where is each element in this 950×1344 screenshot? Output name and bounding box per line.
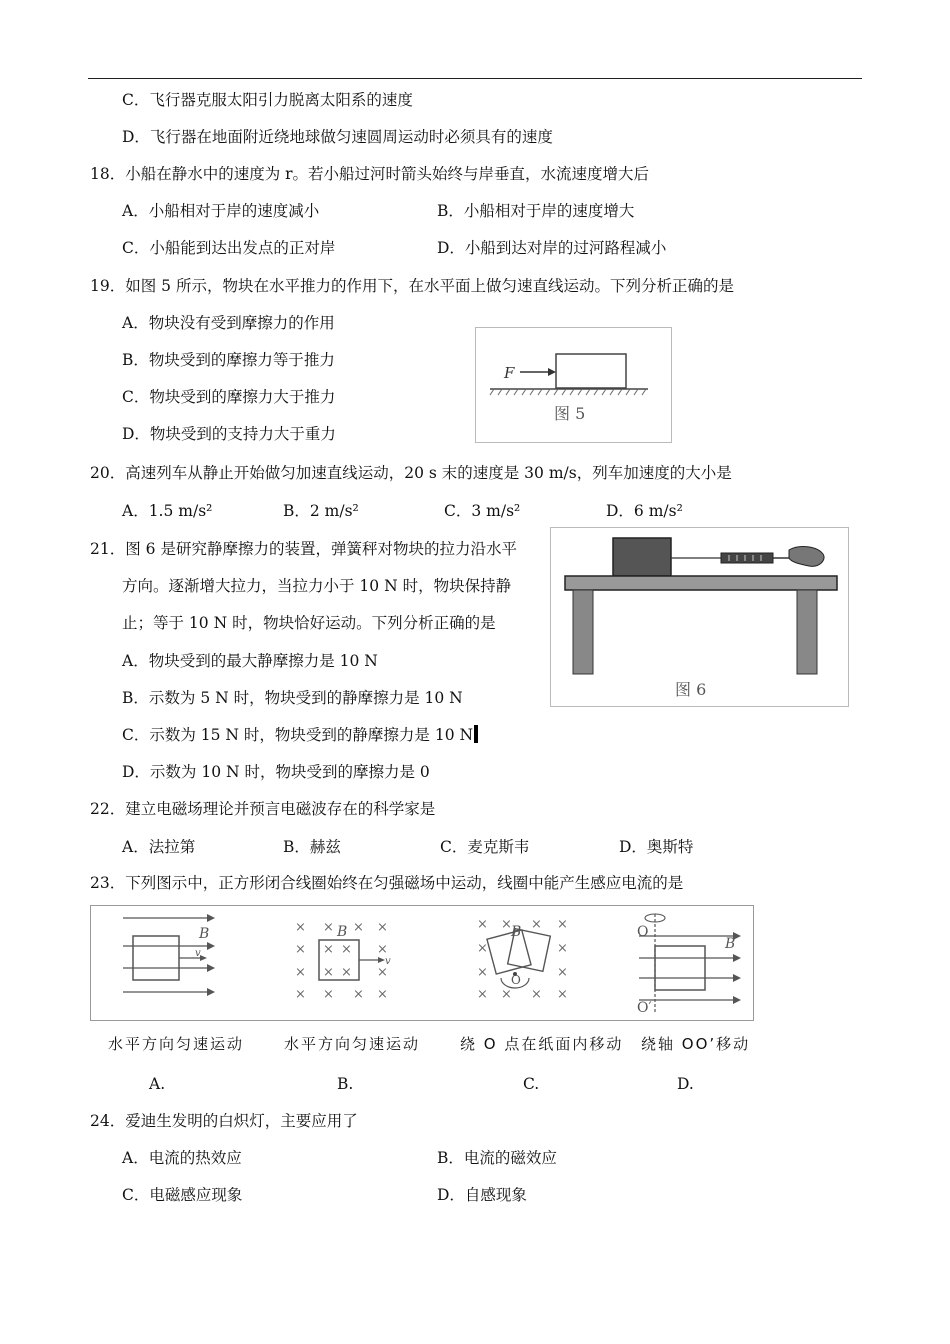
force-arrow-head (548, 368, 556, 376)
figure-23-drawing (91, 906, 753, 1020)
ground-hatching (490, 389, 646, 395)
coil-d (655, 946, 705, 990)
svg-text:×: × (295, 987, 306, 1002)
svg-text:×: × (353, 987, 364, 1002)
diagram-d-field-label: B (725, 936, 736, 952)
svg-text:×: × (295, 920, 306, 935)
diagram-d (637, 914, 741, 1016)
svg-text:×: × (323, 920, 334, 935)
q23-caption-b: 水平方向匀速运动 (284, 1035, 421, 1053)
block (556, 354, 626, 388)
svg-text:×: × (323, 942, 334, 957)
q23-stem: 23．下列图示中，正方形闭合线圈始终在匀强磁场中运动，线圈中能产生感应电流的是 (90, 874, 684, 892)
svg-text:×: × (377, 965, 388, 980)
svg-text:×: × (341, 965, 352, 980)
q24-option-d: D．自感现象 (437, 1186, 527, 1204)
diagram-a-velocity-label: v (195, 948, 201, 959)
figure-6-drawing (551, 528, 848, 706)
q20-option-a: A．1.5 m/s² (122, 502, 213, 520)
q21-stem-line-2: 方向。逐渐增大拉力，当拉力小于 10 N 时，物块保持静 (122, 577, 512, 595)
coil-a (133, 936, 179, 980)
svg-text:×: × (295, 942, 306, 957)
diagram-b-field-label: B (337, 924, 348, 940)
svg-text:×: × (323, 987, 334, 1002)
q19-option-b: B．物块受到的摩擦力等于推力 (122, 351, 335, 369)
figure-5-drawing (476, 328, 671, 442)
svg-text:×: × (557, 941, 568, 956)
q19-stem: 19．如图 5 所示，物块在水平推力的作用下，在水平面上做匀速直线运动。下列分析正确的是 (90, 277, 734, 295)
figure-5 (475, 327, 672, 443)
svg-text:×: × (323, 965, 334, 980)
q21-stem-line-3: 止；等于 10 N 时，物块恰好运动。下列分析正确的是 (122, 614, 496, 632)
table-top (565, 576, 837, 590)
svg-text:×: × (557, 965, 568, 980)
q22-option-d: D．奥斯特 (619, 838, 694, 856)
svg-text:×: × (557, 987, 568, 1002)
diagram-a (123, 914, 215, 996)
q23-caption-d: 绕轴 OO’移动 (641, 1035, 751, 1053)
svg-text:×: × (531, 917, 542, 932)
svg-text:×: × (477, 987, 488, 1002)
block (613, 538, 671, 576)
hand (789, 547, 824, 567)
q24-option-a: A．电流的热效应 (122, 1149, 242, 1167)
figure-6 (550, 527, 849, 707)
svg-text:×: × (501, 987, 512, 1002)
header-rule (88, 78, 862, 79)
q23-letter-a: A. (149, 1075, 166, 1093)
table-leg-left (573, 590, 593, 674)
q18-option-b: B．小船相对于岸的速度增大 (437, 202, 635, 220)
q19-option-d: D．物块受到的支持力大于重力 (122, 425, 336, 443)
svg-text:×: × (477, 941, 488, 956)
table-leg-right (797, 590, 817, 674)
figure-5-caption: 图 5 (554, 404, 586, 423)
q21-option-a: A．物块受到的最大静摩擦力是 10 N (122, 652, 378, 670)
q18-option-a: A．小船相对于岸的速度减小 (122, 202, 320, 220)
q21-option-d: D．示数为 10 N 时，物块受到的摩擦力是 0 (122, 763, 430, 781)
svg-text:×: × (477, 965, 488, 980)
q21-option-b: B．示数为 5 N 时，物块受到的静摩擦力是 10 N (122, 689, 463, 707)
q21-option-c-text: C．示数为 15 N 时，物块受到的静摩擦力是 10 N (122, 726, 474, 744)
diagram-b-velocity-label: v (385, 956, 391, 967)
svg-text:×: × (341, 942, 352, 957)
q24-stem: 24．爱迪生发明的白炽灯，主要应用了 (90, 1112, 358, 1130)
q20-option-d: D．6 m/s² (606, 502, 683, 520)
figure-23 (90, 905, 754, 1021)
q23-letter-c: C. (523, 1075, 540, 1093)
svg-text:×: × (377, 987, 388, 1002)
svg-text:×: × (295, 965, 306, 980)
q23-caption-c: 绕 O 点在纸面内移动 (460, 1035, 624, 1053)
force-label: F (504, 364, 515, 382)
axis-top-label: O (637, 924, 649, 940)
svg-text:×: × (477, 917, 488, 932)
q17-option-c: C．飞行器克服太阳引力脱离太阳系的速度 (122, 91, 413, 109)
q18-option-c: C．小船能到达出发点的正对岸 (122, 239, 336, 257)
svg-text:×: × (557, 917, 568, 932)
q19-option-c: C．物块受到的摩擦力大于推力 (122, 388, 336, 406)
svg-text:×: × (353, 920, 364, 935)
q21-option-c (122, 725, 478, 745)
diagram-c-field-label: B (511, 924, 522, 940)
axis-bottom-label: O′ (637, 1000, 652, 1016)
q18-option-d: D．小船到达对岸的过河路程减小 (437, 239, 667, 257)
q23-caption-a: 水平方向匀速运动 (108, 1035, 245, 1053)
diagram-a-field-label: B (199, 926, 210, 942)
q23-letter-d: D. (677, 1075, 694, 1093)
svg-text:×: × (531, 987, 542, 1002)
q20-option-c: C．3 m/s² (444, 502, 521, 520)
q20-option-b: B．2 m/s² (283, 502, 359, 520)
q18-stem: 18．小船在静水中的速度为 r。若小船过河时箭头始终与岸垂直，水流速度增大后 (90, 165, 650, 183)
q20-stem: 20．高速列车从静止开始做匀加速直线运动，20 s 末的速度是 30 m/s，列车加速度的大小是 (90, 464, 732, 482)
svg-text:×: × (377, 942, 388, 957)
q23-letter-b: B. (337, 1075, 354, 1093)
figure-6-caption: 图 6 (675, 680, 707, 699)
q22-option-b: B．赫兹 (283, 838, 341, 856)
text-cursor-mark (474, 725, 478, 743)
q22-stem: 22．建立电磁场理论并预言电磁波存在的科学家是 (90, 800, 436, 818)
diagram-c (477, 917, 568, 1002)
q22-option-a: A．法拉第 (122, 838, 196, 856)
q24-option-b: B．电流的磁效应 (437, 1149, 557, 1167)
diagram-c-point-label: O (511, 973, 521, 987)
diagram-b (295, 920, 391, 1002)
svg-text:×: × (501, 917, 512, 932)
q17-option-d: D．飞行器在地面附近绕地球做匀速圆周运动时必须具有的速度 (122, 128, 553, 146)
q24-option-c: C．电磁感应现象 (122, 1186, 243, 1204)
q21-stem-line-1: 21．图 6 是研究静摩擦力的装置，弹簧秤对物块的拉力沿水平 (90, 540, 517, 558)
q22-option-c: C．麦克斯韦 (440, 838, 530, 856)
q19-option-a: A．物块没有受到摩擦力的作用 (122, 314, 335, 332)
svg-text:×: × (377, 920, 388, 935)
